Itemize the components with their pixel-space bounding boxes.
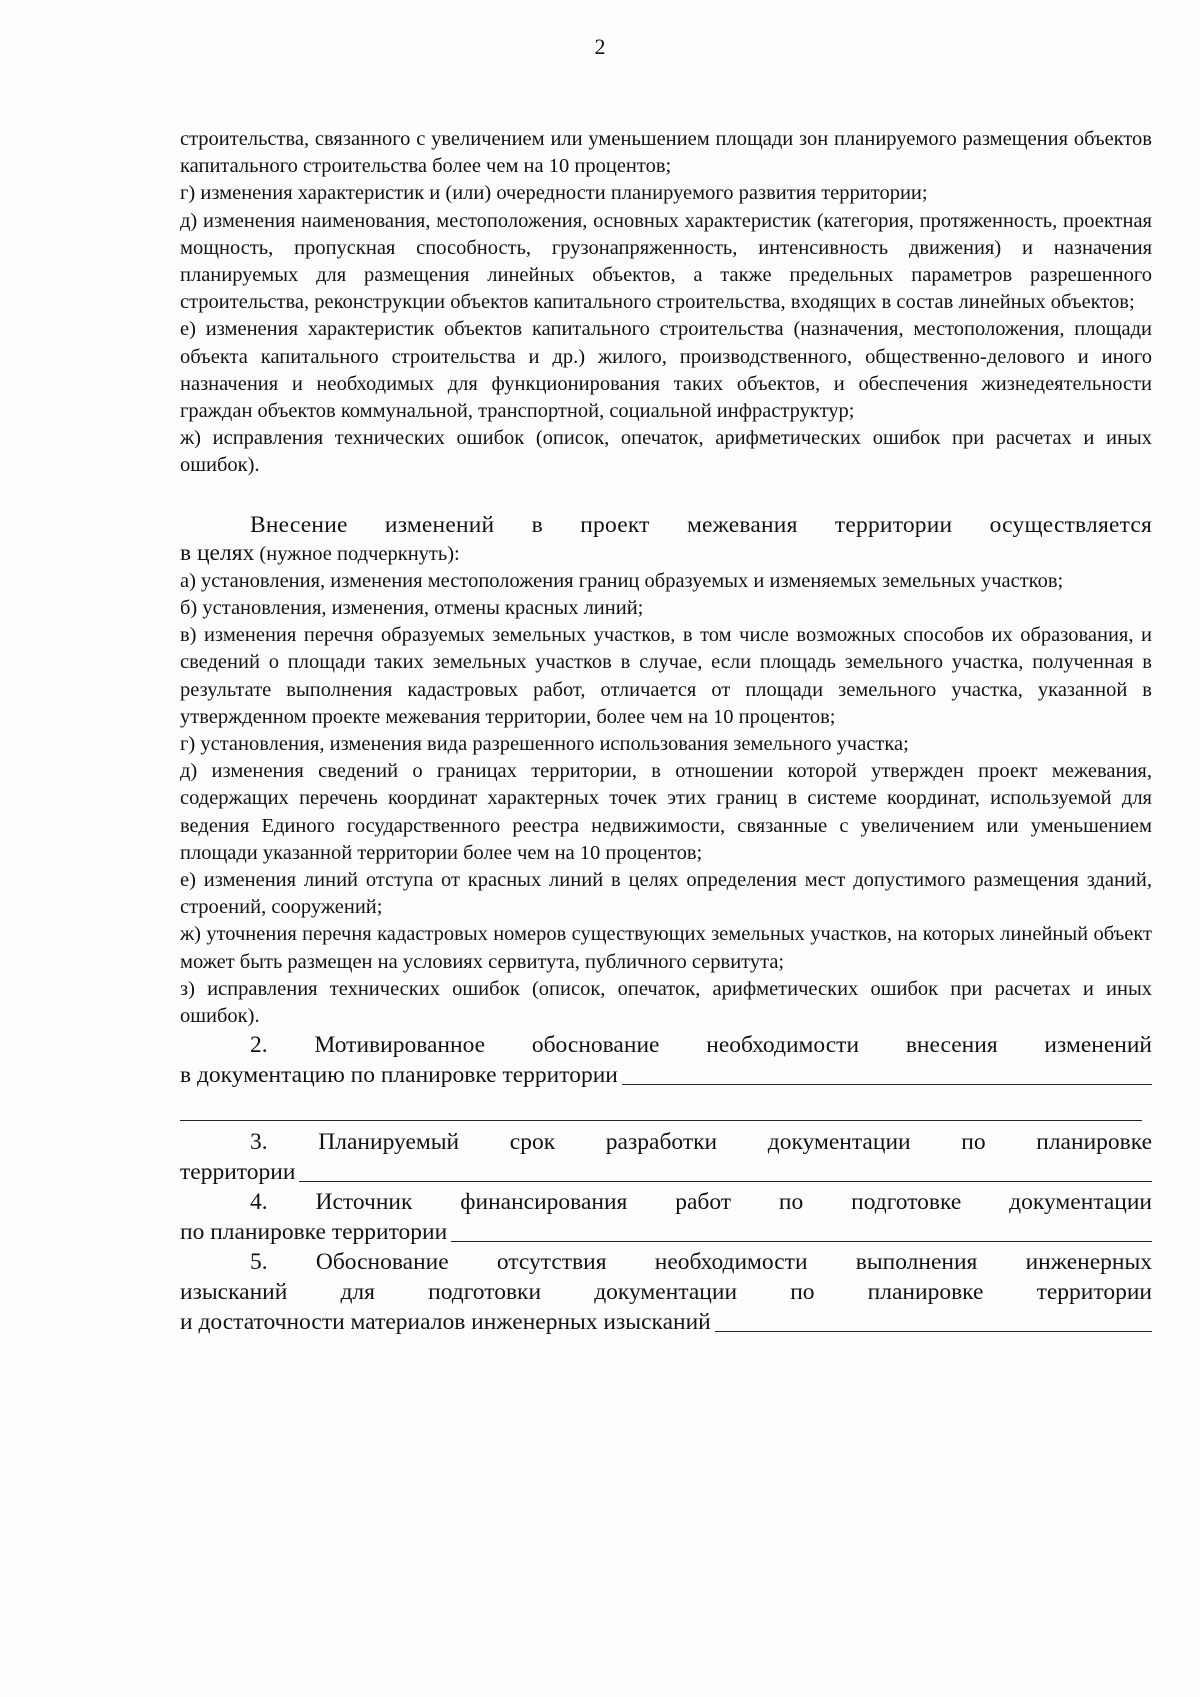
field-5-input-line[interactable] (715, 1330, 1152, 1332)
field-4-label-line2: по планировке территории (180, 1219, 448, 1246)
field-2-label-line1: 2. Мотивированное обоснование необходимости внесения изменений (250, 1032, 1152, 1059)
field-3-row (180, 1157, 1152, 1187)
mezhevanie-item-e: е) изменения линий отступа от красных линий в целях определения мест допустимого размещения зданий, строений, сооружений; (180, 869, 1152, 919)
mezhevanie-item-v: в) изменения перечня образуемых земельных участков, в том числе возможных способов их образования, и сведений о площади таких земельных участков в случае, если площадь земельного участка, полученная в результате выполнения кадастровых работ, отличается от площади земельного участка, указанной в утвержденном проекте межевания территории, более чем на 10 процентов; (180, 624, 1152, 728)
mezhevanie-item-zh: ж) уточнения перечня кадастровых номеров существующих земельных участков, на которых линейный объект может быть размещен на условиях сервитута, публичного сервитута; (180, 923, 1152, 973)
field-5-label-line2: изысканий для подготовки документации по планировке территории (180, 1279, 1152, 1306)
field-3-label-line2: территории (180, 1159, 296, 1186)
mezhevanie-intro-continuation (180, 540, 1152, 568)
item-zh-technical-errors: ж) исправления технических ошибок (описок, опечаток, арифметических ошибок при расчетах и иных ошибок). (180, 427, 1152, 477)
item-e-capital-objects: е) изменения характеристик объектов капитального строительства (назначения, местоположения, площади объекта капитального строительства и др.) жилого, производственного, общественно-делового и иного назначения и необходимых для функционирования таких объектов, и обеспечения жизнедеятельности граждан объектов коммунальной, транспортной, социальной инфраструктур; (180, 318, 1152, 423)
field-2-row (180, 1060, 1152, 1090)
field-4-row (180, 1217, 1152, 1247)
field-5-label-line1: 5. Обоснование отсутствия необходимости выполнения инженерных (250, 1249, 1152, 1276)
mezhevanie-intro: Внесение изменений в проект межевания территории осуществляется (250, 511, 1152, 538)
mezhevanie-intro-note: (нужное подчеркнуть): (254, 542, 460, 565)
mezhevanie-item-b: б) установления, изменения, отмены красных линий; (180, 597, 644, 620)
field-5-row (180, 1307, 1152, 1337)
field-4-input-line[interactable] (451, 1240, 1152, 1242)
item-g-characteristics: г) изменения характеристик и (или) очередности планируемого развития территории; (180, 182, 928, 205)
mezhevanie-item-z: з) исправления технических ошибок (описок, опечаток, арифметических ошибок при расчетах и иных ошибок). (180, 977, 1152, 1028)
field-5-label-line3: и достаточности материалов инженерных изысканий (180, 1309, 711, 1336)
mezhevanie-item-a: а) установления, изменения местоположения границ образуемых и изменяемых земельных участков; (180, 569, 1064, 592)
paragraph-construction-area: строительства, связанного с увеличением или уменьшением площади зон планируемого размещения объектов капитального строительства более чем на 10 процентов; (180, 128, 1152, 178)
field-2-label-line2: в документацию по планировке территории (180, 1062, 618, 1089)
field-2-input-line-2[interactable] (180, 1090, 1142, 1121)
field-3-label-line1: 3. Планируемый срок разработки документации по планировке (250, 1129, 1152, 1156)
mezhevanie-intro-big: в целях (180, 539, 255, 566)
spacer (180, 480, 1152, 510)
mezhevanie-item-g: г) установления, изменения вида разрешенного использования земельного участка; (180, 733, 909, 756)
page-number: 2 (594, 34, 606, 59)
field-2-input-line[interactable] (622, 1083, 1152, 1085)
item-d-linear-objects: д) изменения наименования, местоположения, основных характеристик (категория, протяженность, проектная мощность, пропускная способность, грузонапряженность, интенсивность движения) и назначения планируемых для размещения линейных объектов, а также предельных параметров разрешенного строительства, реконструкции объектов капитального строительства, входящих в состав линейных объектов; (180, 209, 1152, 314)
document-body (180, 126, 1152, 1337)
mezhevanie-item-d: д) изменения сведений о границах территории, в отношении которой утвержден проект межевания, содержащих перечень координат характерных точек этих границ в системе координат, используемой для ведения Единого государственного реестра недвижимости, связанные с увеличением или уменьшением площади указанной территории более чем на 10 процентов; (180, 760, 1152, 864)
field-4-label-line1: 4. Источник финансирования работ по подготовке документации (250, 1189, 1152, 1216)
field-3-input-line[interactable] (299, 1180, 1152, 1182)
